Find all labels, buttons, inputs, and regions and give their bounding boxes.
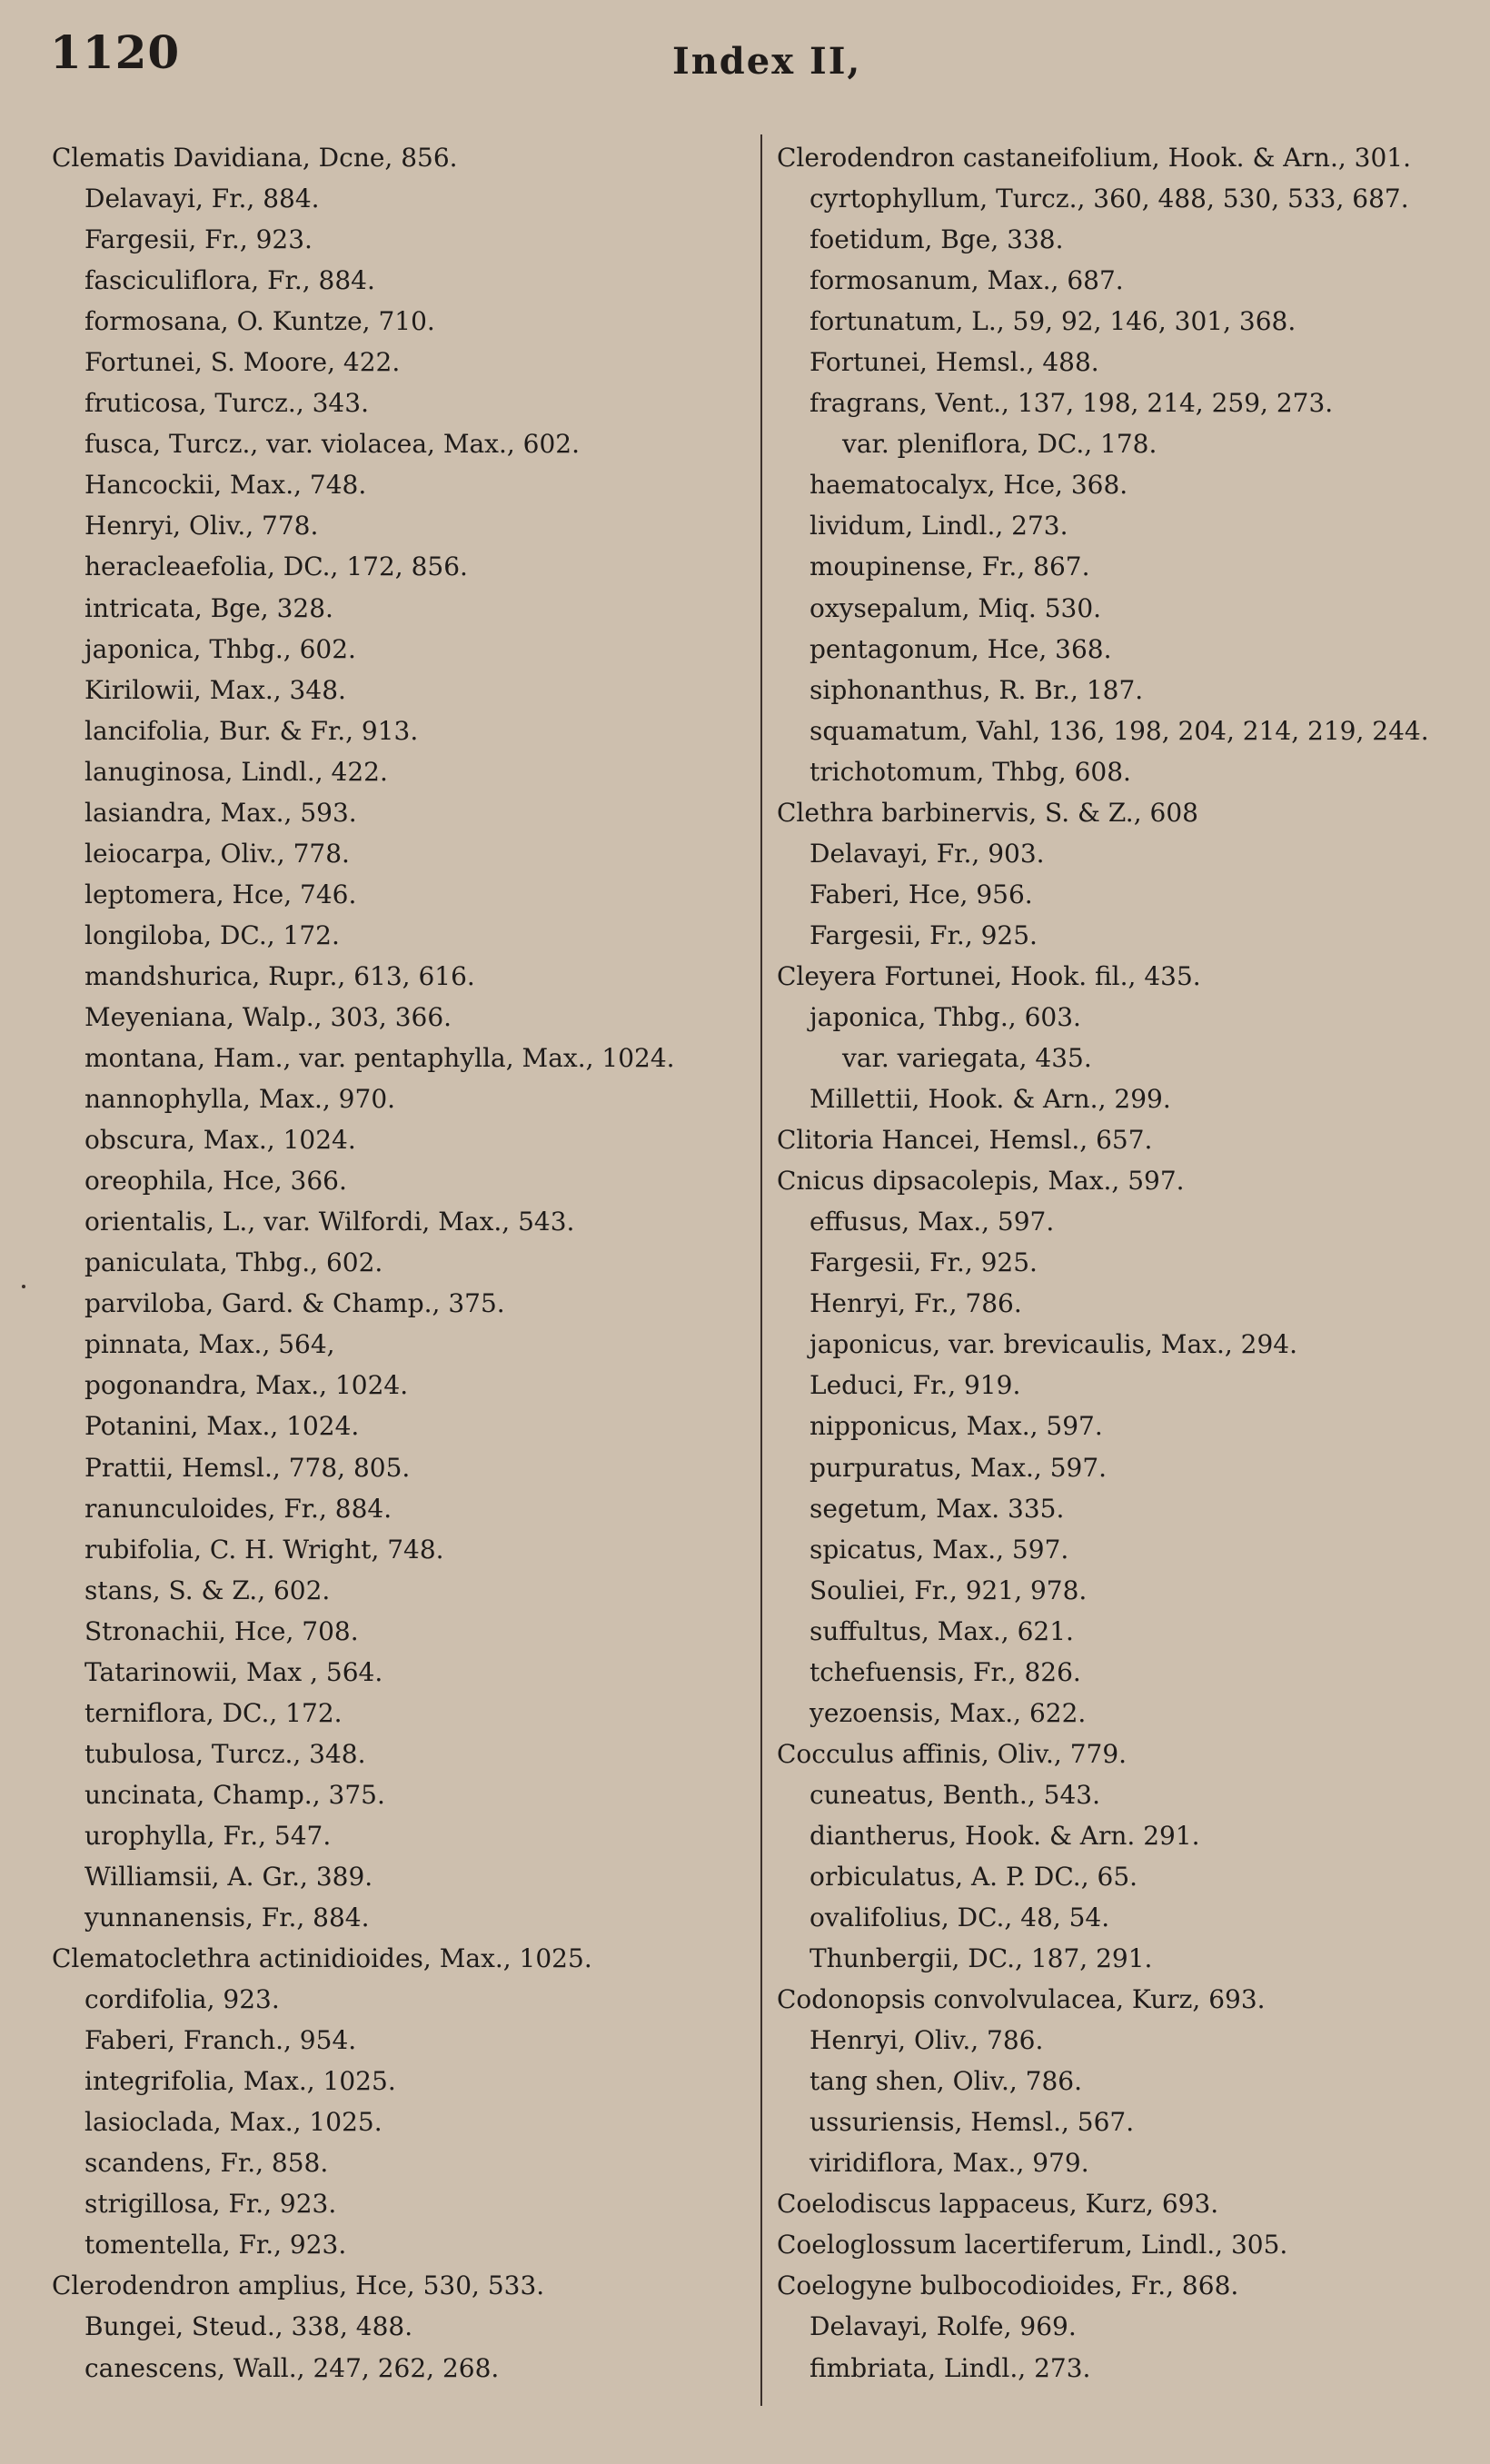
- index-entry-species: Faberi, Hce, 956.: [810, 879, 1033, 909]
- index-entry-species: tchefuensis, Fr., 826.: [810, 1656, 1081, 1687]
- index-entry-species: Meyeniana, Walp., 303, 366.: [84, 1001, 452, 1032]
- index-entry-species: spicatus, Max., 597.: [810, 1534, 1069, 1565]
- index-entry-species: longiloba, DC., 172.: [84, 919, 340, 950]
- index-entry-species: urophylla, Fr., 547.: [84, 1820, 332, 1851]
- index-entry-species: rubifolia, C. H. Wright, 748.: [84, 1534, 444, 1565]
- index-entry-species: tomentella, Fr., 923.: [84, 2230, 347, 2260]
- index-entry-species: diantherus, Hook. & Arn. 291.: [810, 1820, 1200, 1851]
- index-entry-species: moupinense, Fr., 867.: [810, 551, 1090, 582]
- index-entry-species: integrifolia, Max., 1025.: [84, 2066, 396, 2097]
- index-entry-species: purpuratus, Max., 597.: [810, 1452, 1108, 1483]
- index-entry-species: ranunculoides, Fr., 884.: [84, 1493, 392, 1524]
- index-entry-species: Delavayi, Rolfe, 969.: [810, 2311, 1077, 2342]
- index-entry-genus: Codonopsis convolvulacea, Kurz, 693.: [777, 1984, 1266, 2015]
- index-entry-species: suffultus, Max., 621.: [810, 1615, 1074, 1646]
- index-entry-species: terniflora, DC., 172.: [84, 1697, 343, 1728]
- index-entry-species: Bungei, Steud., 338, 488.: [84, 2311, 413, 2342]
- index-entry-species: fimbriata, Lindl., 273.: [810, 2352, 1091, 2383]
- index-entry-species: Fortunei, S. Moore, 422.: [84, 347, 401, 378]
- index-entry-species: Leduci, Fr., 919.: [810, 1370, 1021, 1401]
- index-entry-species: lividum, Lindl., 273.: [810, 511, 1068, 541]
- index-entry-species: Fargesii, Fr., 925.: [810, 919, 1038, 950]
- index-entry-variety: var. pleniflora, DC., 178.: [842, 429, 1157, 460]
- index-entry-genus: Clematis Davidiana, Dcne, 856.: [52, 143, 458, 173]
- column-divider: [760, 134, 762, 2406]
- index-entry-species: Souliei, Fr., 921, 978.: [810, 1575, 1088, 1605]
- index-entry-species: Faberi, Franch., 954.: [84, 2025, 357, 2056]
- index-entry-species: pentagonum, Hce, 368.: [810, 633, 1112, 664]
- index-entry-species: effusus, Max., 597.: [810, 1207, 1055, 1237]
- index-entry-species: leptomera, Hce, 746.: [84, 879, 357, 909]
- index-entry-species: nannophylla, Max., 970.: [84, 1084, 396, 1115]
- ink-speck: [22, 1285, 25, 1288]
- index-entry-species: Henryi, Oliv., 778.: [84, 511, 319, 541]
- index-entry-species: orientalis, L., var. Wilfordi, Max., 543.: [84, 1207, 575, 1237]
- index-entry-species: Williamsii, A. Gr., 389.: [84, 1861, 373, 1892]
- index-entry-species: Delavayi, Fr., 884.: [84, 184, 320, 214]
- index-entry-species: Stronachii, Hce, 708.: [84, 1615, 359, 1646]
- index-entry-species: lasiandra, Max., 593.: [84, 797, 357, 828]
- index-entry-genus: Clitoria Hancei, Hemsl., 657.: [777, 1125, 1153, 1156]
- index-entry-genus: Clethra barbinervis, S. & Z., 608: [777, 797, 1198, 828]
- index-entry-species: Henryi, Fr., 786.: [810, 1288, 1022, 1319]
- index-column-left: [52, 137, 779, 2389]
- index-entry-species: yunnanensis, Fr., 884.: [84, 1903, 370, 1933]
- index-entry-species: oreophila, Hce, 366.: [84, 1166, 347, 1197]
- index-entry-species: tubulosa, Turcz., 348.: [84, 1738, 366, 1769]
- index-entry-species: japonicus, var. brevicaulis, Max., 294.: [810, 1329, 1297, 1360]
- index-entry-species: strigillosa, Fr., 923.: [84, 2189, 337, 2220]
- index-entry-species: cordifolia, 923.: [84, 1984, 280, 2015]
- index-entry-genus: Clerodendron amplius, Hce, 530, 533.: [52, 2270, 545, 2301]
- index-entry-species: fasciculiflora, Fr., 884.: [84, 265, 375, 296]
- index-entry-genus: Cocculus affinis, Oliv., 779.: [777, 1738, 1127, 1769]
- index-entry-species: segetum, Max. 335.: [810, 1493, 1065, 1524]
- index-entry-species: haematocalyx, Hce, 368.: [810, 470, 1128, 501]
- index-entry-species: uncinata, Champ., 375.: [84, 1779, 385, 1810]
- index-entry-species: foetidum, Bge, 338.: [810, 224, 1064, 255]
- index-entry-species: lasioclada, Max., 1025.: [84, 2107, 382, 2138]
- index-entry-species: heracleaefolia, DC., 172, 856.: [84, 551, 468, 582]
- index-entry-species: Prattii, Hemsl., 778, 805.: [84, 1452, 411, 1483]
- index-entry-genus: Cleyera Fortunei, Hook. fil., 435.: [777, 960, 1201, 991]
- index-entry-species: montana, Ham., var. pentaphylla, Max., 1024.: [84, 1043, 675, 1074]
- index-entry-species: obscura, Max., 1024.: [84, 1125, 356, 1156]
- page-number: 1120: [50, 25, 181, 79]
- index-entry-species: japonica, Thbg., 602.: [84, 633, 356, 664]
- index-entry-species: pinnata, Max., 564,: [84, 1329, 335, 1360]
- index-entry-species: canescens, Wall., 247, 262, 268.: [84, 2352, 500, 2383]
- index-entry-species: Fargesii, Fr., 925.: [810, 1247, 1038, 1278]
- index-entry-species: scandens, Fr., 858.: [84, 2148, 329, 2179]
- index-entry-species: orbiculatus, A. P. DC., 65.: [810, 1861, 1138, 1892]
- index-column-right: [777, 137, 1490, 2389]
- index-entry-species: Kirilowii, Max., 348.: [84, 674, 346, 705]
- index-entry-species: siphonanthus, R. Br., 187.: [810, 674, 1144, 705]
- index-entry-species: ussuriensis, Hemsl., 567.: [810, 2107, 1135, 2138]
- index-entry-species: fusca, Turcz., var. violacea, Max., 602.: [84, 429, 581, 460]
- index-entry-genus: Cnicus dipsacolepis, Max., 597.: [777, 1166, 1185, 1197]
- index-entry-species: Thunbergii, DC., 187, 291.: [810, 1943, 1153, 1974]
- index-entry-species: fragrans, Vent., 137, 198, 214, 259, 273.: [810, 388, 1334, 419]
- index-entry-species: nipponicus, Max., 597.: [810, 1411, 1103, 1442]
- index-entry-species: Potanini, Max., 1024.: [84, 1411, 360, 1442]
- index-entry-species: formosana, O. Kuntze, 710.: [84, 306, 435, 337]
- index-entry-species: lancifolia, Bur. & Fr., 913.: [84, 715, 419, 746]
- index-entry-species: stans, S. & Z., 602.: [84, 1575, 331, 1605]
- index-entry-species: fruticosa, Turcz., 343.: [84, 388, 369, 419]
- index-entry-species: mandshurica, Rupr., 613, 616.: [84, 960, 475, 991]
- running-head: Index II,: [672, 40, 862, 83]
- index-entry-species: intricata, Bge, 328.: [84, 592, 333, 623]
- index-entry-species: parviloba, Gard. & Champ., 375.: [84, 1288, 505, 1319]
- index-entry-species: oxysepalum, Miq. 530.: [810, 592, 1102, 623]
- index-entry-species: leiocarpa, Oliv., 778.: [84, 838, 350, 869]
- index-entry-species: lanuginosa, Lindl., 422.: [84, 756, 388, 787]
- index-entry-genus: Clerodendron castaneifolium, Hook. & Arn., 301.: [777, 143, 1411, 173]
- index-entry-species: formosanum, Max., 687.: [810, 265, 1124, 296]
- index-entry-species: ovalifolius, DC., 48, 54.: [810, 1903, 1110, 1933]
- index-entry-species: cyrtophyllum, Turcz., 360, 488, 530, 533, 687.: [810, 184, 1409, 214]
- index-entry-species: trichotomum, Thbg, 608.: [810, 756, 1131, 787]
- index-entry-species: squamatum, Vahl, 136, 198, 204, 214, 219, 244.: [810, 715, 1429, 746]
- index-entry-species: paniculata, Thbg., 602.: [84, 1247, 383, 1278]
- index-entry-species: Hancockii, Max., 748.: [84, 470, 367, 501]
- index-entry-species: fortunatum, L., 59, 92, 146, 301, 368.: [810, 306, 1296, 337]
- index-entry-species: Millettii, Hook. & Arn., 299.: [810, 1084, 1171, 1115]
- index-entry-species: tang shen, Oliv., 786.: [810, 2066, 1083, 2097]
- index-entry-species: cuneatus, Benth., 543.: [810, 1779, 1100, 1810]
- index-entry-species: japonica, Thbg., 603.: [810, 1001, 1081, 1032]
- index-entry-species: Tatarinowii, Max , 564.: [84, 1656, 383, 1687]
- index-entry-genus: Clematoclethra actinidioides, Max., 1025.: [52, 1943, 592, 1974]
- index-entry-species: Delavayi, Fr., 903.: [810, 838, 1045, 869]
- index-entry-genus: Coelogyne bulbocodioides, Fr., 868.: [777, 2270, 1239, 2301]
- index-entry-species: Fortunei, Hemsl., 488.: [810, 347, 1099, 378]
- index-entry-species: pogonandra, Max., 1024.: [84, 1370, 409, 1401]
- index-entry-variety: var. variegata, 435.: [842, 1043, 1092, 1074]
- index-entry-genus: Coelodiscus lappaceus, Kurz, 693.: [777, 2189, 1219, 2220]
- index-entry-species: viridiflora, Max., 979.: [810, 2148, 1089, 2179]
- index-entry-genus: Coeloglossum lacertiferum, Lindl., 305.: [777, 2230, 1288, 2260]
- index-entry-species: yezoensis, Max., 622.: [810, 1697, 1087, 1728]
- index-entry-species: Fargesii, Fr., 923.: [84, 224, 313, 255]
- index-entry-species: Henryi, Oliv., 786.: [810, 2025, 1044, 2056]
